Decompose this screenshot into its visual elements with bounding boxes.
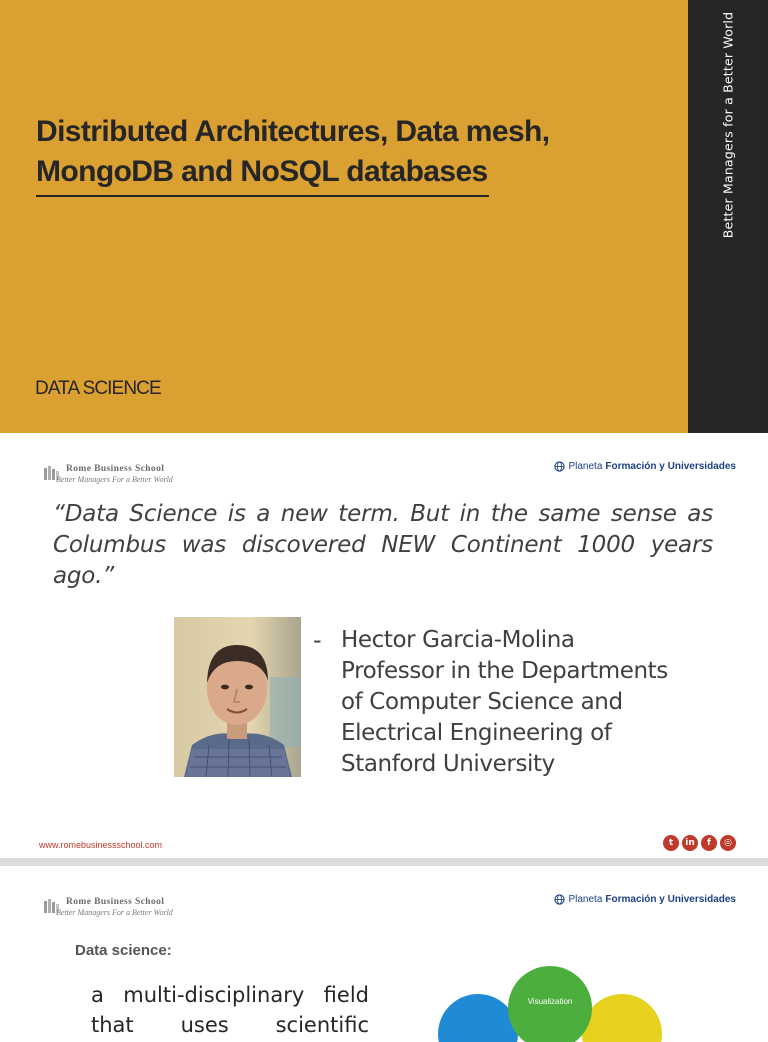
planeta-logo [554, 894, 736, 905]
diagram-label: Visualization [527, 997, 573, 1006]
title-slide [0, 0, 768, 433]
planeta-subtitle: Formación y Universidades [605, 894, 736, 905]
title-line-1: Distributed Architectures, Data mesh, [36, 115, 550, 148]
title-line-2: MongoDB and NoSQL databases [36, 155, 488, 188]
data-science-slide [0, 866, 768, 1037]
planeta-logo [554, 461, 736, 472]
planeta-subtitle: Formación y Universidades [605, 461, 736, 472]
section-label: DATA SCIENCE [35, 378, 161, 399]
venn-diagram [430, 962, 670, 1042]
planeta-name: Planeta [568, 894, 603, 905]
side-bar [688, 0, 768, 433]
attribution-line: Electrical Engineering of [341, 720, 612, 746]
portrait-photo [174, 617, 301, 777]
attribution-dash: - [313, 626, 322, 654]
rbs-tagline: Better Managers For a Better World [56, 475, 173, 484]
twitter-icon[interactable]: t [663, 835, 679, 851]
attribution-line: Professor in the Departments [341, 658, 668, 684]
slide-separator [0, 858, 768, 866]
side-slogan: Better Managers for a Better World [720, 11, 736, 239]
rbs-logo [44, 463, 173, 485]
social-links [663, 835, 736, 851]
globe-icon [554, 894, 565, 905]
globe-icon [554, 461, 565, 472]
attribution-line: Hector Garcia-Molina [341, 627, 575, 653]
slide-heading: Data science: [75, 942, 172, 959]
title-underline [36, 195, 489, 197]
linkedin-icon[interactable]: in [682, 835, 698, 851]
definition-text: a multi-disciplinary field that uses scientific [91, 983, 369, 1037]
instagram-icon[interactable]: ◎ [720, 835, 736, 851]
rbs-logo [44, 896, 173, 918]
website-link[interactable]: www.romebusinessschool.com [39, 840, 163, 850]
attribution-line: of Computer Science and [341, 689, 623, 715]
quote-text: “Data Science is a new term. But in the same sense as Columbus was discovered NEW Continent 1000 years ago.” [53, 501, 713, 589]
planeta-name: Planeta [568, 461, 603, 472]
slide-title [36, 112, 636, 192]
rbs-tagline: Better Managers For a Better World [56, 908, 173, 917]
attribution [341, 625, 741, 780]
facebook-icon[interactable]: f [701, 835, 717, 851]
quote-slide [0, 433, 768, 858]
rbs-name: Rome Business School [66, 897, 165, 907]
rbs-name: Rome Business School [66, 464, 165, 474]
attribution-line: Stanford University [341, 751, 555, 777]
